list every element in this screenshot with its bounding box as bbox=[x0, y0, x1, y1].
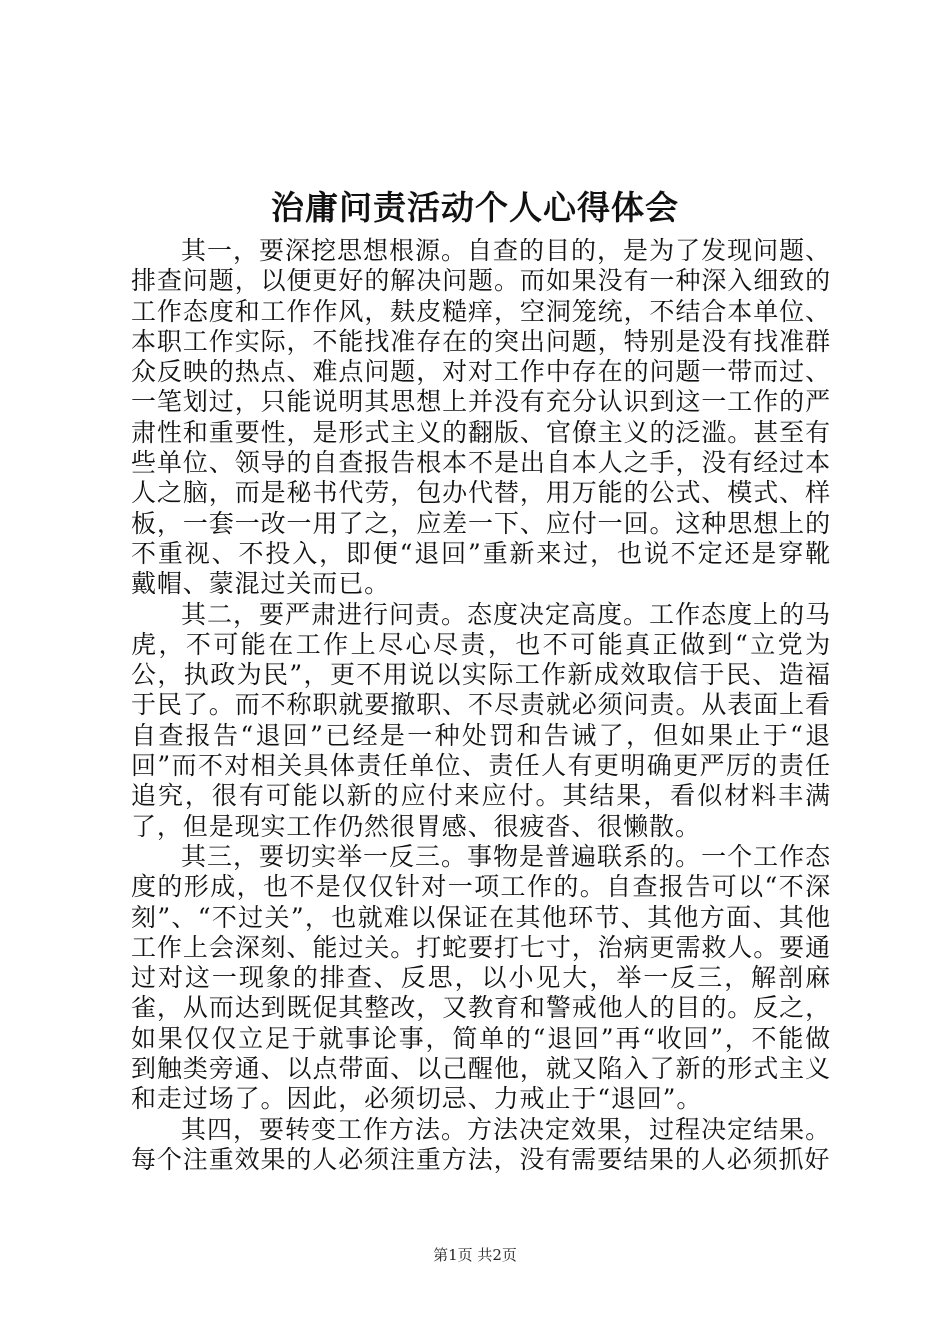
document-title: 治庸问责活动个人心得体会 bbox=[271, 188, 679, 227]
paragraph-3: 其三，要切实举一反三。事物是普遍联系的。一个工作态度的形成，也不是仅仅针对一项工作的。自查报告可以“不深刻”、“不过关”，也就难以保证在其他环节、其他方面、其他工作上会深刻、能过关。打蛇要打七寸，治病更需救人。要通过对这一现象的排查、反思，以小见大，举一反三，解剖麻雀，从而达到既促其整改，又教育和警戒他人的目的。反之，如果仅仅立足于就事论事，简单的“退回”再“收回”，不能做到触类旁通、以点带面、以己醒他，就又陷入了新的形式主义和走过场了。因此，必须切忌、力戒止于“退回”。 bbox=[131, 841, 831, 1114]
page-footer: 第1页 共2页 bbox=[433, 1246, 517, 1264]
paragraph-2: 其二，要严肃进行问责。态度决定高度。工作态度上的马虎，不可能在工作上尽心尽责，也不可能真正做到“立党为公，执政为民”，更不用说以实际工作新成效取信于民、造福于民了。而不称职就要撤职、不尽责就必须问责。从表面上看自查报告“退回”已经是一种处罚和告诫了，但如果止于“退回”而不对相关具体责任单位、责任人有更明确更严厉的责任追究，很有可能以新的应付来应付。其结果，看似材料丰满了，但是现实工作仍然很胃感、很疲沓、很懒散。 bbox=[131, 599, 831, 841]
paragraph-1: 其一，要深挖思想根源。自查的目的，是为了发现问题、排查问题，以便更好的解决问题。而如果没有一种深入细致的工作态度和工作作风，麸皮糙痒，空洞笼统，不结合本单位、本职工作实际，不能找准存在的突出问题，特别是没有找准群众反映的热点、难点问题，对对工作中存在的问题一带而过、一笔划过，只能说明其思想上并没有充分认识到这一工作的严肃性和重要性，是形式主义的翻版、官僚主义的泛滥。甚至有些单位、领导的自查报告根本不是出自本人之手，没有经过本人之脑，而是秘书代劳，包办代替，用万能的公式、模式、样板，一套一改一用了之，应差一下、应付一回。这种思想上的不重视、不投入，即便“退回”重新来过，也说不定还是穿靴戴帽、蒙混过关而已。 bbox=[131, 236, 831, 599]
document-body bbox=[131, 236, 831, 1175]
paragraph-4: 其四，要转变工作方法。方法决定效果，过程决定结果。每个注重效果的人必须注重方法，没有需要结果的人必须抓好 bbox=[131, 1114, 831, 1174]
